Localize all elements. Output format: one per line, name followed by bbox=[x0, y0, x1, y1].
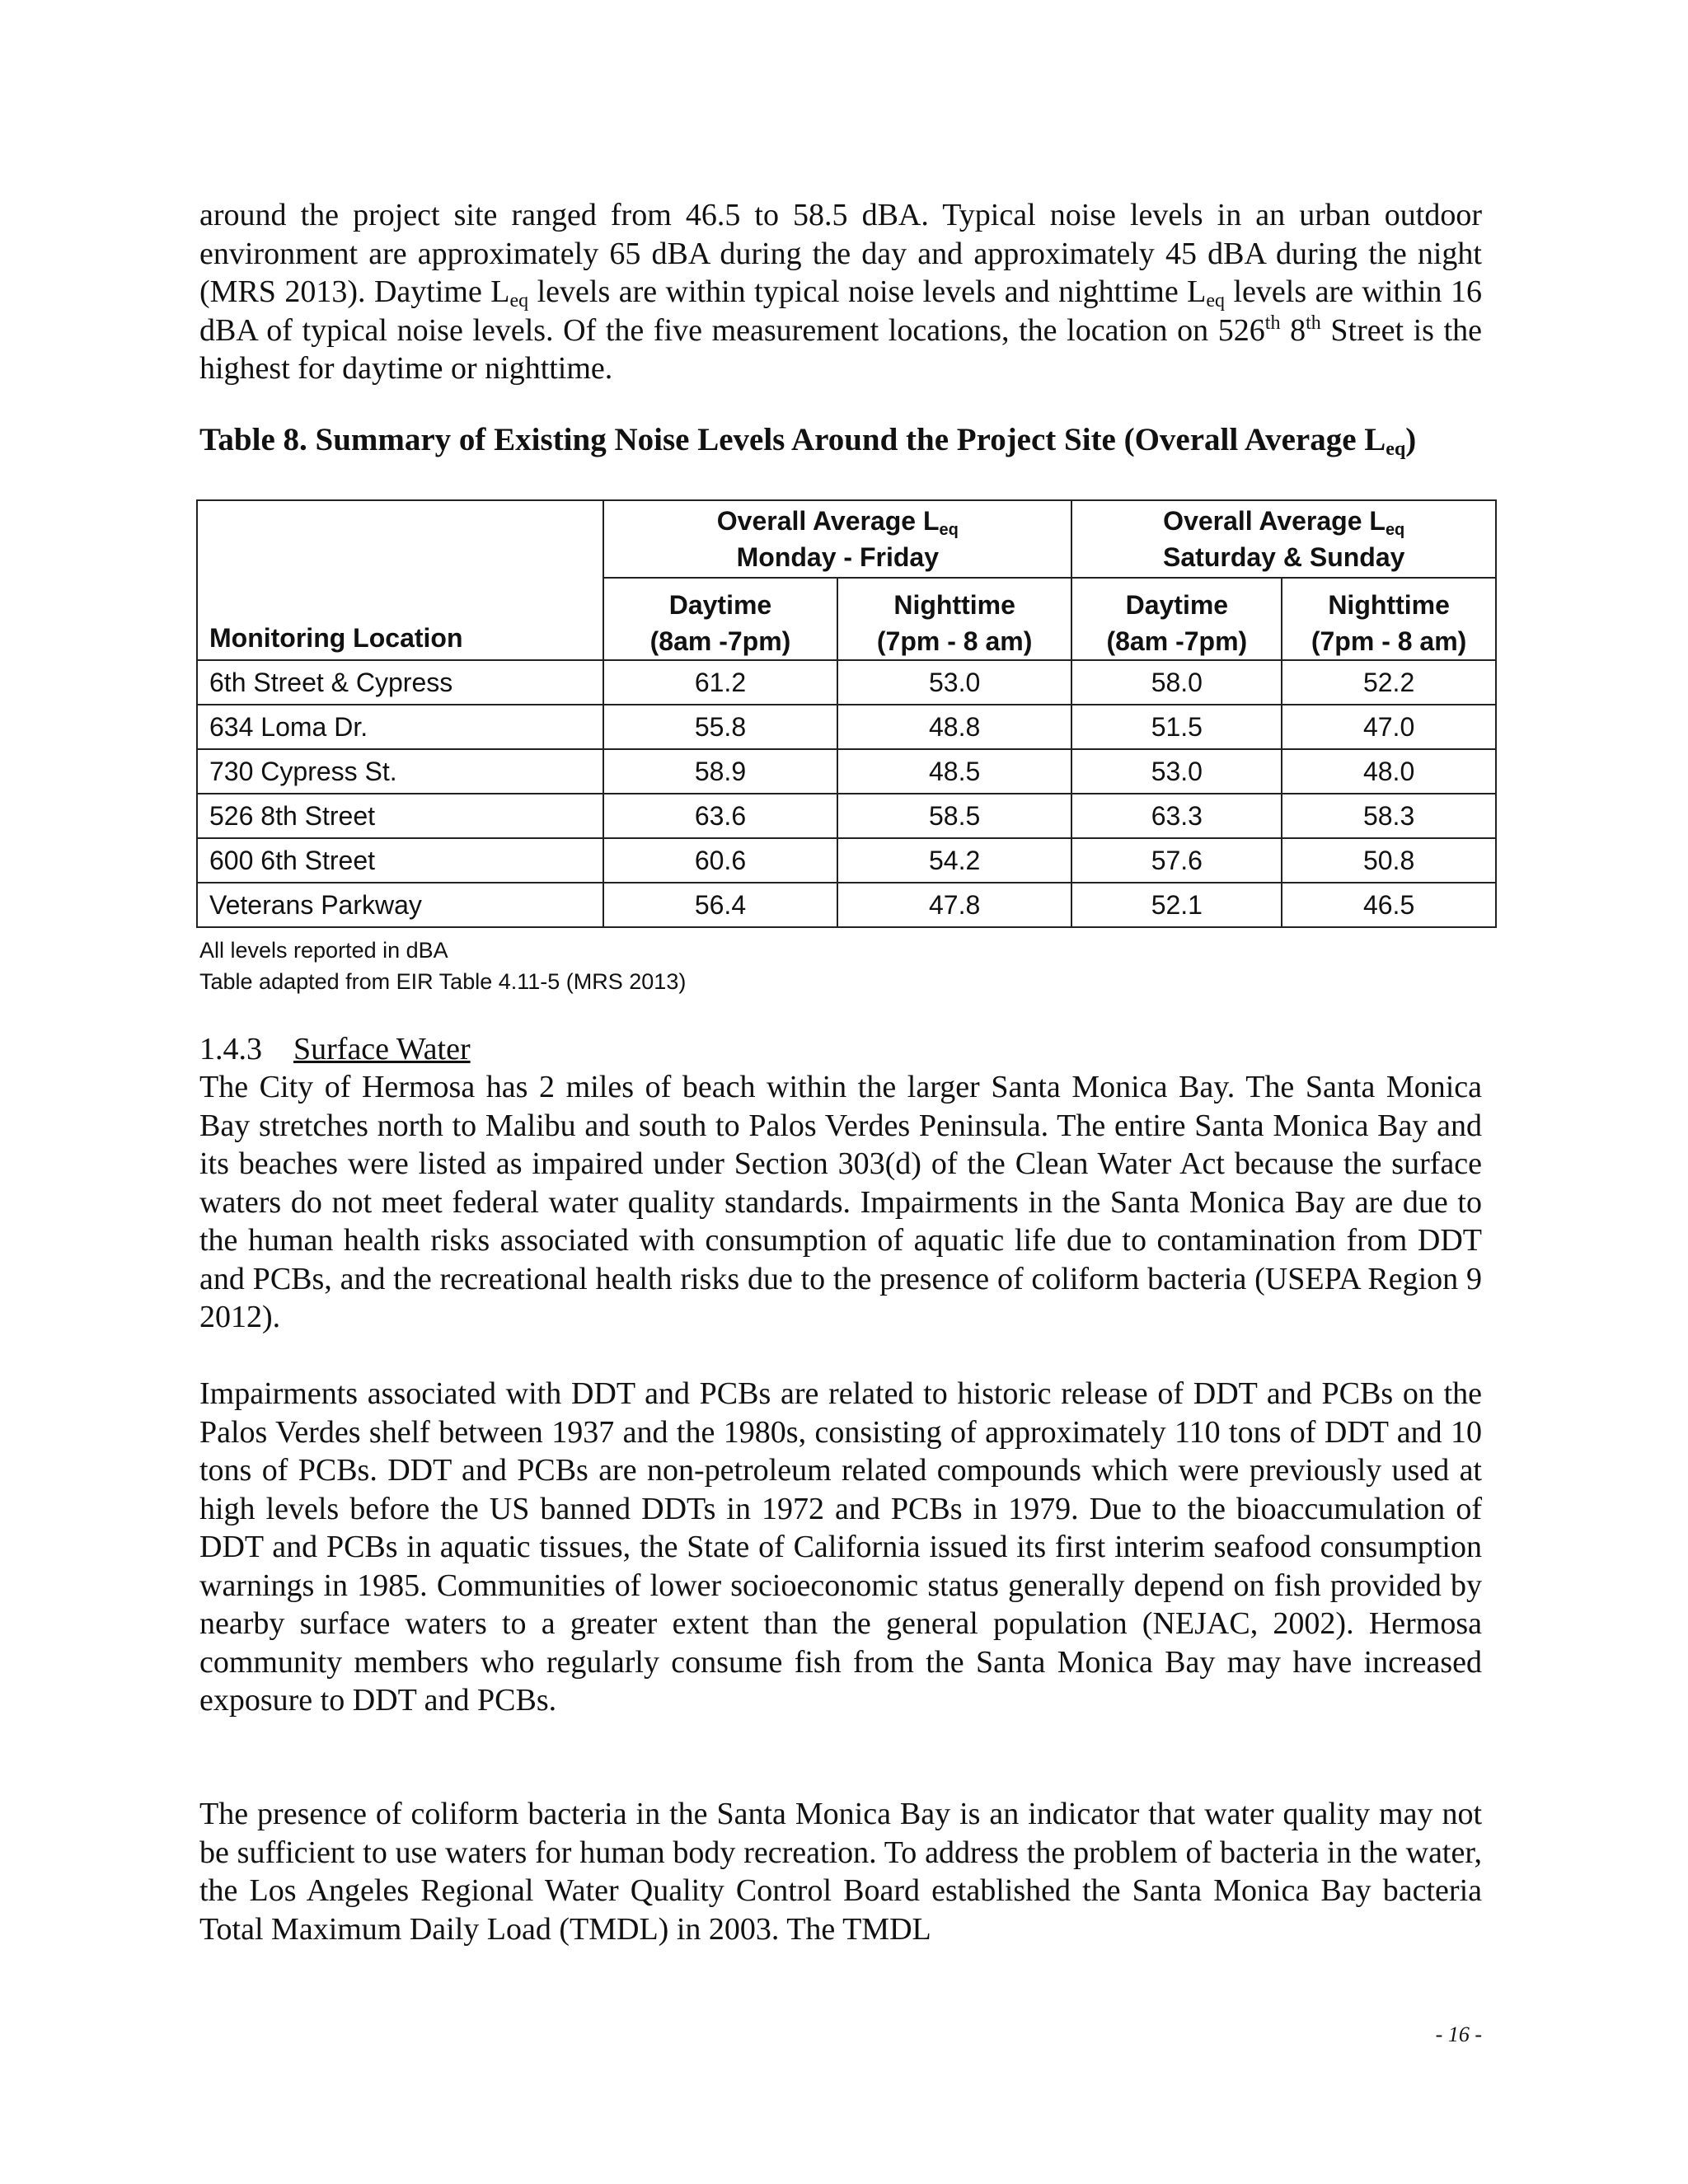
group-header-weekday bbox=[603, 500, 1071, 578]
sub-header-line1: Daytime bbox=[1125, 590, 1229, 620]
intro-text-1: around the project site ranged from 46.5 to 58.5 dBA. Typical noise levels in an urban outdoor environment are approximately 65 dBA during the day and approximately 45 dBA during the night (MRS 2013). Daytime L bbox=[199, 198, 1482, 309]
location-cell: Veterans Parkway bbox=[197, 883, 603, 927]
intro-text-2: levels are within typical noise levels and nighttime L bbox=[528, 274, 1207, 309]
paragraph-surface-water-3: The presence of coliform bacteria in the Santa Monica Bay is an indicator that water quality may not be sufficient to use waters for human body recreation. To address the problem of bacteria in the water, the Los Angeles Regional Water Quality Control Board established the Santa Monica Bay bacteria Total Maximum Daily Load (TMDL) in 2003. The TMDL bbox=[199, 1797, 1482, 1947]
value-cell: 54.2 bbox=[837, 838, 1072, 883]
table-caption-end: ) bbox=[1405, 422, 1417, 457]
value-cell: 58.5 bbox=[837, 794, 1072, 838]
table-note-units: All levels reported in dBA bbox=[199, 938, 448, 963]
column-header-weekend-day bbox=[1071, 578, 1282, 660]
value-cell: 58.9 bbox=[603, 749, 837, 794]
section-title: Surface Water bbox=[293, 1032, 471, 1066]
group-header-weekend-line1: Overall Average L bbox=[1163, 506, 1386, 536]
table-row bbox=[197, 794, 1496, 838]
value-cell: 56.4 bbox=[603, 883, 837, 927]
location-cell: 634 Loma Dr. bbox=[197, 705, 603, 749]
location-cell: 526 8th Street bbox=[197, 794, 603, 838]
table-row bbox=[197, 838, 1496, 883]
group-header-weekday-line2: Monday - Friday bbox=[736, 542, 939, 572]
sub-header-line1: Nighttime bbox=[893, 590, 1015, 620]
section-number: 1.4.3 bbox=[199, 1032, 262, 1066]
column-header-weekend-night bbox=[1282, 578, 1496, 660]
value-cell: 46.5 bbox=[1282, 883, 1496, 927]
leq-subscript: eq bbox=[1386, 438, 1406, 460]
location-cell: 730 Cypress St. bbox=[197, 749, 603, 794]
page-number: - 16 - bbox=[1435, 2022, 1482, 2046]
sub-header-line2: (8am -7pm) bbox=[649, 626, 791, 656]
value-cell: 63.3 bbox=[1071, 794, 1282, 838]
value-cell: 61.2 bbox=[603, 660, 837, 705]
table-row bbox=[197, 660, 1496, 705]
location-cell: 600 6th Street bbox=[197, 838, 603, 883]
paragraph-surface-water-1: The City of Hermosa has 2 miles of beach within the larger Santa Monica Bay. The Santa Monica Bay stretches north to Malibu and south to Palos Verdes Peninsula. The entire Santa Monica Bay and its beaches were listed as impaired under Section 303(d) of the Clean Water Act because the surface waters do not meet federal water quality standards. Impairments in the Santa Monica Bay are due to the human health risks associated with consumption of aquatic life due to contamination from DDT and PCBs, and the recreational health risks due to the presence of coliform bacteria (USEPA Region 9 2012). bbox=[199, 1070, 1482, 1334]
paragraph-surface-water-2: Impairments associated with DDT and PCBs are related to historic release of DDT and PCBs on the Palos Verdes shelf between 1937 and the 1980s, consisting of approximately 110 tons of DDT and 10 tons of PCBs. DDT and PCBs are non-petroleum related compounds which were previously used at high levels before the US banned DDTs in 1972 and PCBs in 1979. Due to the bioaccumulation of DDT and PCBs in aquatic tissues, the State of California issued its first interim seafood consumption warnings in 1985. Communities of lower socioeconomic status generally depend on fish provided by nearby surface waters to a greater extent than the general population (NEJAC, 2002). Hermosa community members who regularly consume fish from the Santa Monica Bay may have increased exposure to DDT and PCBs. bbox=[199, 1376, 1482, 1718]
sub-header-line1: Nighttime bbox=[1328, 590, 1450, 620]
leq-subscript: eq bbox=[509, 290, 529, 312]
group-header-weekend-line2: Saturday & Sunday bbox=[1163, 542, 1405, 572]
value-cell: 48.0 bbox=[1282, 749, 1496, 794]
ordinal-superscript: th bbox=[1264, 312, 1281, 334]
intro-text-4: 8 bbox=[1280, 312, 1306, 348]
noise-levels-table bbox=[196, 499, 1497, 928]
sub-header-line2: (8am -7pm) bbox=[1106, 626, 1248, 656]
location-cell: 6th Street & Cypress bbox=[197, 660, 603, 705]
leq-subscript: eq bbox=[1206, 290, 1226, 312]
ordinal-superscript: th bbox=[1306, 312, 1321, 334]
section-heading bbox=[199, 1030, 471, 1068]
value-cell: 47.8 bbox=[837, 883, 1072, 927]
table-group-header-row bbox=[197, 500, 1496, 578]
value-cell: 48.5 bbox=[837, 749, 1072, 794]
value-cell: 53.0 bbox=[837, 660, 1072, 705]
intro-text-3: levels are within 16 dBA of typical noise levels. Of the five measurement locations, the location on 526 bbox=[199, 274, 1483, 348]
location-header-label: Monitoring Location bbox=[209, 623, 463, 653]
table-caption bbox=[199, 420, 1482, 460]
value-cell: 63.6 bbox=[603, 794, 837, 838]
sub-header-line2: (7pm - 8 am) bbox=[876, 626, 1033, 656]
group-header-weekday-line1: Overall Average L bbox=[716, 506, 940, 536]
value-cell: 50.8 bbox=[1282, 838, 1496, 883]
table-note-source: Table adapted from EIR Table 4.11-5 (MRS 2013) bbox=[199, 969, 687, 994]
value-cell: 51.5 bbox=[1071, 705, 1282, 749]
sub-header-line1: Daytime bbox=[668, 590, 772, 620]
column-header-weekday-night bbox=[837, 578, 1072, 660]
column-header-location bbox=[197, 500, 603, 660]
sub-header-line2: (7pm - 8 am) bbox=[1311, 626, 1467, 656]
value-cell: 60.6 bbox=[603, 838, 837, 883]
value-cell: 58.3 bbox=[1282, 794, 1496, 838]
table-row bbox=[197, 883, 1496, 927]
value-cell: 52.1 bbox=[1071, 883, 1282, 927]
leq-subscript: eq bbox=[1385, 521, 1405, 539]
leq-subscript: eq bbox=[939, 521, 959, 539]
table-caption-text: Table 8. Summary of Existing Noise Levels Around the Project Site (Overall Average L bbox=[199, 422, 1386, 457]
intro-text-5: Street is the highest for daytime or nighttime. bbox=[199, 312, 1483, 386]
value-cell: 52.2 bbox=[1282, 660, 1496, 705]
table-row bbox=[197, 705, 1496, 749]
table-row bbox=[197, 749, 1496, 794]
column-header-weekday-day bbox=[603, 578, 837, 660]
value-cell: 53.0 bbox=[1071, 749, 1282, 794]
value-cell: 57.6 bbox=[1071, 838, 1282, 883]
value-cell: 47.0 bbox=[1282, 705, 1496, 749]
value-cell: 55.8 bbox=[603, 705, 837, 749]
value-cell: 48.8 bbox=[837, 705, 1072, 749]
intro-paragraph bbox=[199, 196, 1482, 388]
group-header-weekend bbox=[1071, 500, 1496, 578]
value-cell: 58.0 bbox=[1071, 660, 1282, 705]
